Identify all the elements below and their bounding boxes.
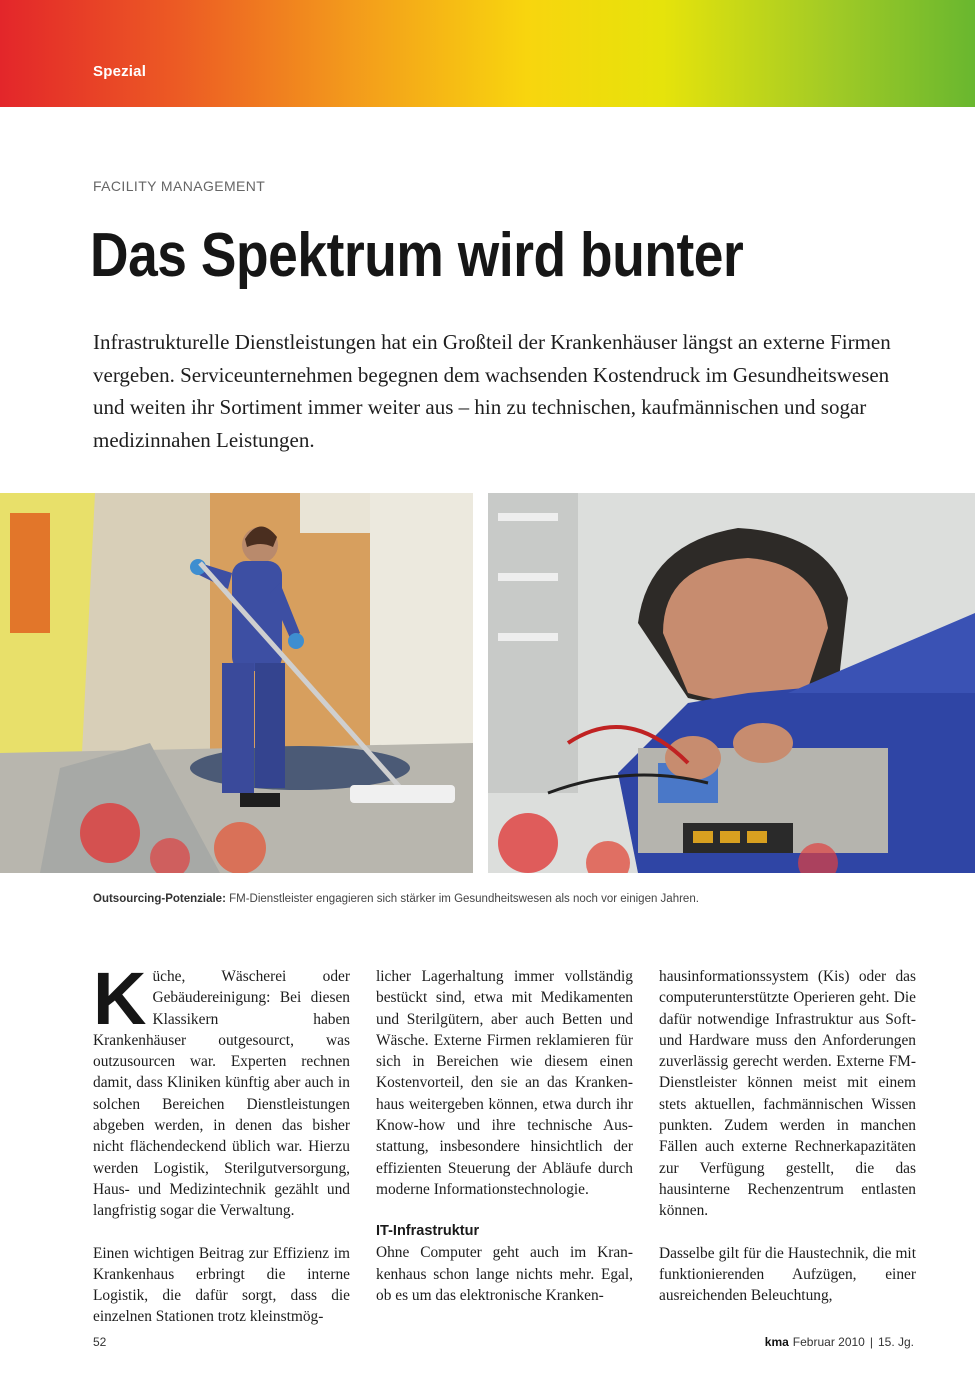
caption-label: Outsourcing-Potenziale: bbox=[93, 893, 226, 905]
volume: 15. Jg. bbox=[877, 1335, 914, 1349]
paragraph: Einen wichtigen Beitrag zur Effizienz im Krankenhaus erbringt die interne Logistik, die dafür sorgt, dass die einzelnen Stationen trotz kleinstmög- bbox=[93, 1244, 350, 1326]
photo-technician-illustration bbox=[488, 493, 975, 873]
paragraph-text: üche, Wäscherei oder Gebäudereinigung: Bei diesen Klassikern haben Krankenhäuser outgesourct, was outzusourcen war. Experten rechnen damit, dass Kliniken künftig aber auch in solchen Bereichen Dienstleistungen abgeben werden, in denen das bisher nicht flächendeckend üblich war. Hierzu werden Logistik, Sterilgutversorgung, Haus- und Medizintechnik gezählt und langfristig sogar die Verwaltung. bbox=[93, 968, 350, 1220]
page-number: 52 bbox=[93, 1335, 107, 1349]
article-kicker: FACILITY MANAGEMENT bbox=[93, 178, 266, 194]
paragraph: Dasselbe gilt für die Haustechnik, die mit funktionierenden Aufzügen, einer ausreichenden Beleuchtung, bbox=[659, 1244, 916, 1305]
body-column-2 bbox=[376, 966, 633, 1306]
body-column-3 bbox=[659, 966, 916, 1306]
photo-cleaning-staff bbox=[0, 493, 473, 873]
caption-text: FM-Dienstleister engagieren sich stärker im Gesundheitswesen als noch vor einigen Jahren. bbox=[225, 893, 699, 905]
issue-date: Februar 2010 bbox=[792, 1335, 865, 1349]
footer-separator: | bbox=[869, 1335, 873, 1349]
article-lead: Infrastrukturelle Dienstleistungen hat ein Großteil der Krankenhäuser längst an externe Firmen vergeben. Serviceunternehmen begegnen dem wachsenden Kostendruck im Gesundheitswesen und weiten ihr Sortiment immer weiter aus – hin zu technischen, kaufmännischen und sogar medizinnahen Leistungen. bbox=[93, 330, 891, 452]
section-label: Spezial bbox=[93, 63, 147, 80]
paragraph: licher Lagerhaltung immer vollständig bestückt sind, etwa mit Medikamenten und Sterilgütern, aber auch Betten und Wäsche. Externe Firmen reklamieren für sich in Bereichen wie diesem einen Kostenvorteil, den sie an das Krankenhaus weitergeben können, etwa durch ihr Know-how und ihre technische Ausstattung, insbesondere hinsichtlich der effizienten Steuerung der Abläufe durch moderne Informationstechnologie. bbox=[376, 968, 633, 1198]
paragraph: Ohne Computer geht auch im Krankenhaus schon lange nichts mehr. Egal, ob es um das elektronische Kranken- bbox=[376, 1244, 633, 1304]
drop-cap: K bbox=[93, 957, 147, 1040]
publication-brand: kma bbox=[764, 1335, 789, 1349]
header-color-band bbox=[0, 0, 975, 107]
paragraph bbox=[93, 957, 350, 1222]
paragraph: hausinformationssystem (Kis) oder das computerunterstützte Operieren geht. Die dafür notwendige Infrastruktur aus Soft- und Hardware muss den Anforderungen zuverlässig gerecht werden. Externe FM-Dienstleister können meist mit einem stets aktuellen, fachmännischen Wissen punkten. Zudem werden in manchen Fällen auch externe Rechnerkapazitäten zur Verfügung gestellt, die das hausinterne Rechenzentrum entlasten können. bbox=[659, 968, 916, 1220]
photo-caption bbox=[93, 893, 699, 905]
subheading: IT-Infrastruktur bbox=[376, 1223, 480, 1240]
body-column-1 bbox=[93, 957, 350, 1328]
photo-technician bbox=[488, 493, 975, 873]
article-title: Das Spektrum wird bunter bbox=[90, 221, 744, 290]
footer-publication bbox=[765, 1335, 914, 1349]
photo-cleaning-illustration bbox=[0, 493, 473, 873]
